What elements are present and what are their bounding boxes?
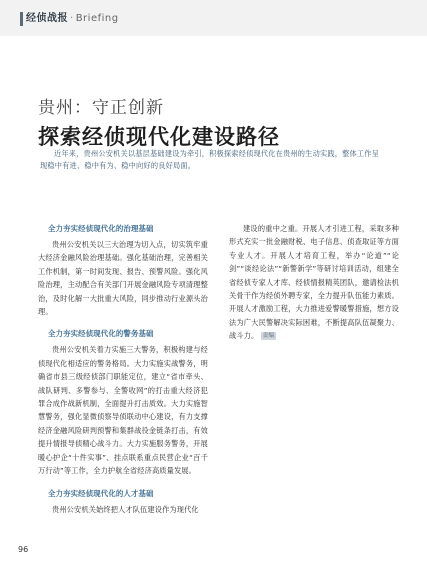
section-marker: [20, 12, 23, 26]
section-title-cn: 经侦战报: [26, 13, 68, 24]
article-title: [38, 96, 398, 152]
end-mark: 责编: [262, 333, 275, 340]
left-column: [38, 222, 208, 519]
paragraph-governance: 贵州公安机关以三大治理为切入点，切实筑牢重大经济金融风险治理基础。强化基础治理，完善相关工作机制，第一时间发现、报告、预警风险。强化风险治理，主动配合有关部门开展金融风险专项清理整治，及时化解一大批重大风险，同步推动行业源头治理。: [38, 240, 208, 317]
title-line-1: 贵州：守正创新: [38, 98, 164, 118]
section-title-en: Briefing: [75, 13, 119, 24]
lead-paragraph: 近年来，贵州公安机关以基层基础建设为牵引，积极探索经侦现代化在贵州的生动实践，整体工作呈现稳中有进、稳中有为、稳中向好的良好局面。: [40, 149, 380, 170]
paragraph-policing: 贵州公安机关着力实施三大警务，积极构建与经侦现代化相适应的警务格局。大力实施实战警务，明确省市县三级经侦部门职能定位，建立“省市牵头、战队研判、多警参与、全警收网”的打击重大经济犯罪合成作战新机制，全面提升打击质效。大力实施智慧警务，强化显微侦察导侦联动中心建设，有力支撑经济金融风险研判预警和集群战役金链条打击，有效提升情报导侦精心战斗力。大力实施服务警务，开展暖心护企“十件实事”、挂点联系重点民营企业“百千万行动”等工作，全力护航全省经济高质量发展。: [38, 345, 208, 476]
section-separator: ·: [70, 13, 74, 24]
heading-governance: 全力夯实经侦现代化的治理基础: [48, 224, 154, 233]
page-number: 96: [18, 545, 29, 554]
paragraph-talent-start: 贵州公安机关始终把人才队伍建设作为现代化: [52, 504, 199, 514]
section-label: [26, 11, 119, 27]
paragraph-talent-text: 建设的重中之重。开展人才引进工程，采取多种形式充实一批金融财税、电子信息、侦查取证等方面专业人才。开展人才培育工程，举办“论道”“论剑”“谈经论法”“新警新学”等研讨培训活动，组建全省经侦专家人才库、经侦情报精英团队，邀请检法机关骨干作为经侦外聘专家，全力提升队伍能力素质。开展人才激励工程，大力推进爱警暖警措施，想方设法为广大民警解决实际困难，不断提高队伍凝聚力、战斗力。: [229, 224, 399, 341]
title-line-2: 探索经侦现代化建设路径: [38, 125, 280, 149]
right-column: [229, 222, 399, 346]
heading-policing: 全力夯实经侦现代化的警务基础: [48, 329, 154, 339]
paragraph-talent-continued: [229, 222, 399, 343]
heading-talent: 全力夯实经侦现代化的人才基础: [48, 488, 154, 498]
